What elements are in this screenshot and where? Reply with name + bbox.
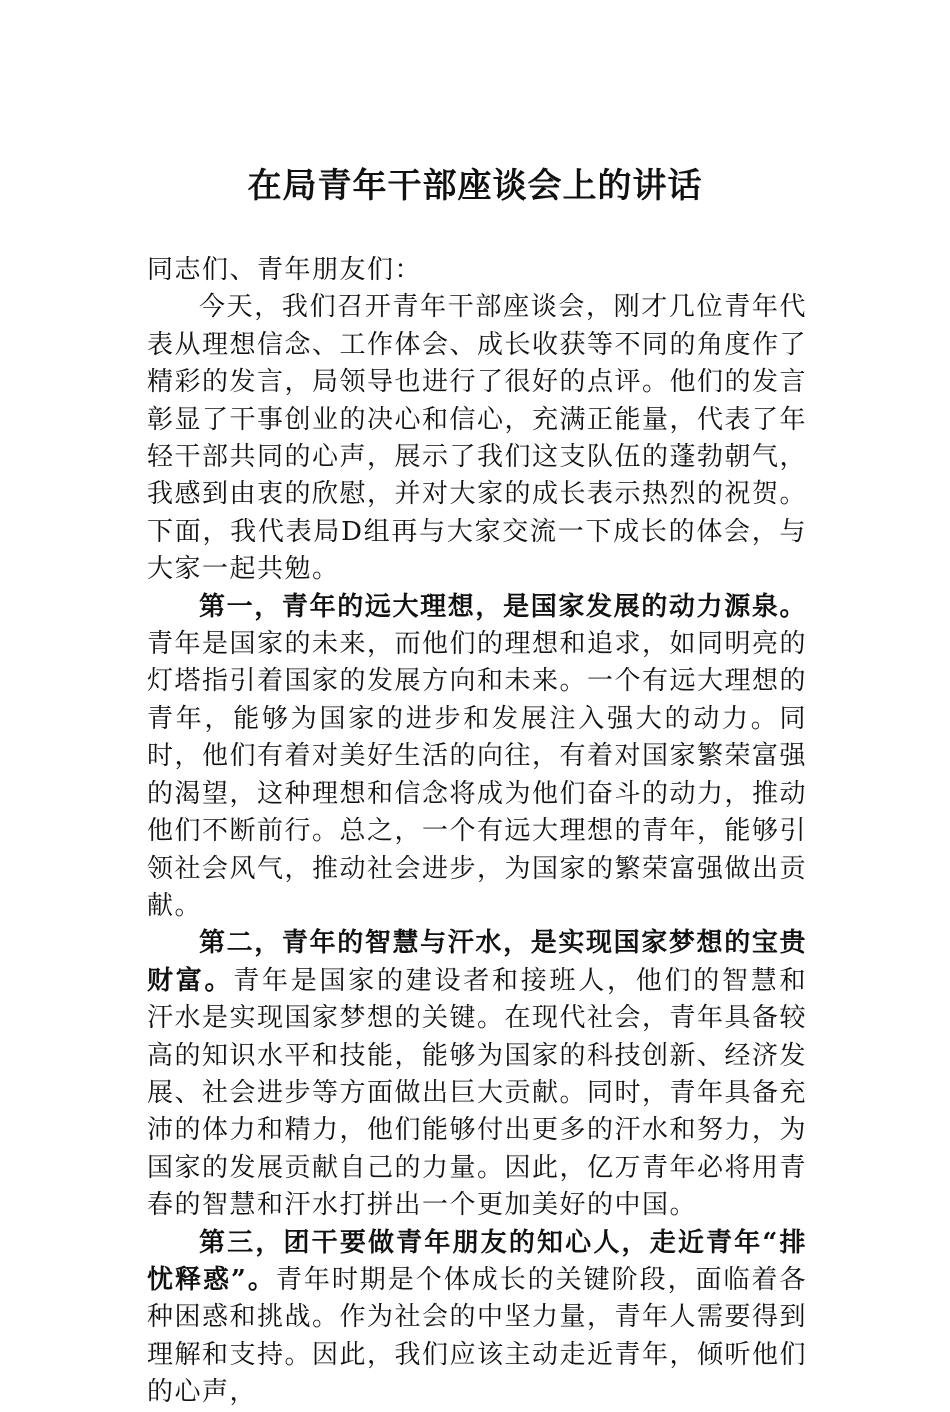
- section-text-2: 青年是国家的建设者和接班人，他们的智慧和汗水是实现国家梦想的关键。在现代社会，青年具备较高的知识水平和技能，能够为国家的科技创新、经济发展、社会进步等方面做出巨大贡献。同时，青年具备充沛的体力和精力，他们能够付出更多的汗水和努力，为国家的发展贡献自己的力量。因此，亿万青年必将用青春的智慧和汗水打拼出一个更加美好的中国。: [147, 965, 808, 1221]
- section-paragraph-3: [147, 1225, 807, 1412]
- intro-paragraph: 今天，我们召开青年干部座谈会，刚才几位青年代表从理想信念、工作体会、成长收获等不同的角度作了精彩的发言，局领导也进行了很好的点评。他们的发言彰显了干事创业的决心和信心，充满正能量，代表了年轻干部共同的心声，展示了我们这支队伍的蓬勃朝气，我感到由衷的欣慰，并对大家的成长表示热烈的祝贺。下面，我代表局D组再与大家交流一下成长的体会，与大家一起共勉。: [147, 292, 808, 585]
- document-title: 在局青年干部座谈会上的讲话: [247, 166, 703, 206]
- section-text-1: 青年是国家的未来，而他们的理想和追求，如同明亮的灯塔指引着国家的发展方向和未来。一个有远大理想的青年，能够为国家的进步和发展注入强大的动力。同时，他们有着对美好生活的向往，有着对国家繁荣富强的渴望，这种理想和信念将成为他们奋斗的动力，推动他们不断前行。总之，一个有远大理想的青年，能够引领社会风气，推动社会进步，为国家的繁荣富强做出贡献。: [147, 629, 808, 921]
- section-lead-2: 第二，青年的智慧与汗水，是实现国家梦想的宝贵财富。: [147, 928, 807, 996]
- section-paragraph-2: [147, 925, 807, 1224]
- document-body: [147, 252, 807, 1412]
- section-lead-1: 第一，青年的远大理想，是国家发展的动力源泉。: [199, 591, 807, 622]
- salutation: 同志们、青年朋友们：: [147, 255, 423, 285]
- section-paragraph-1: [147, 589, 807, 926]
- section-lead-3: 第三，团干要做青年朋友的知心人，走近青年“排忧释惑”。: [147, 1227, 807, 1295]
- section-text-3: 青年时期是个体成长的关键阶段，面临着各种困惑和挑战。作为社会的中坚力量，青年人需要得到理解和支持。因此，我们应该主动走近青年，倾听他们的心声，: [147, 1264, 808, 1408]
